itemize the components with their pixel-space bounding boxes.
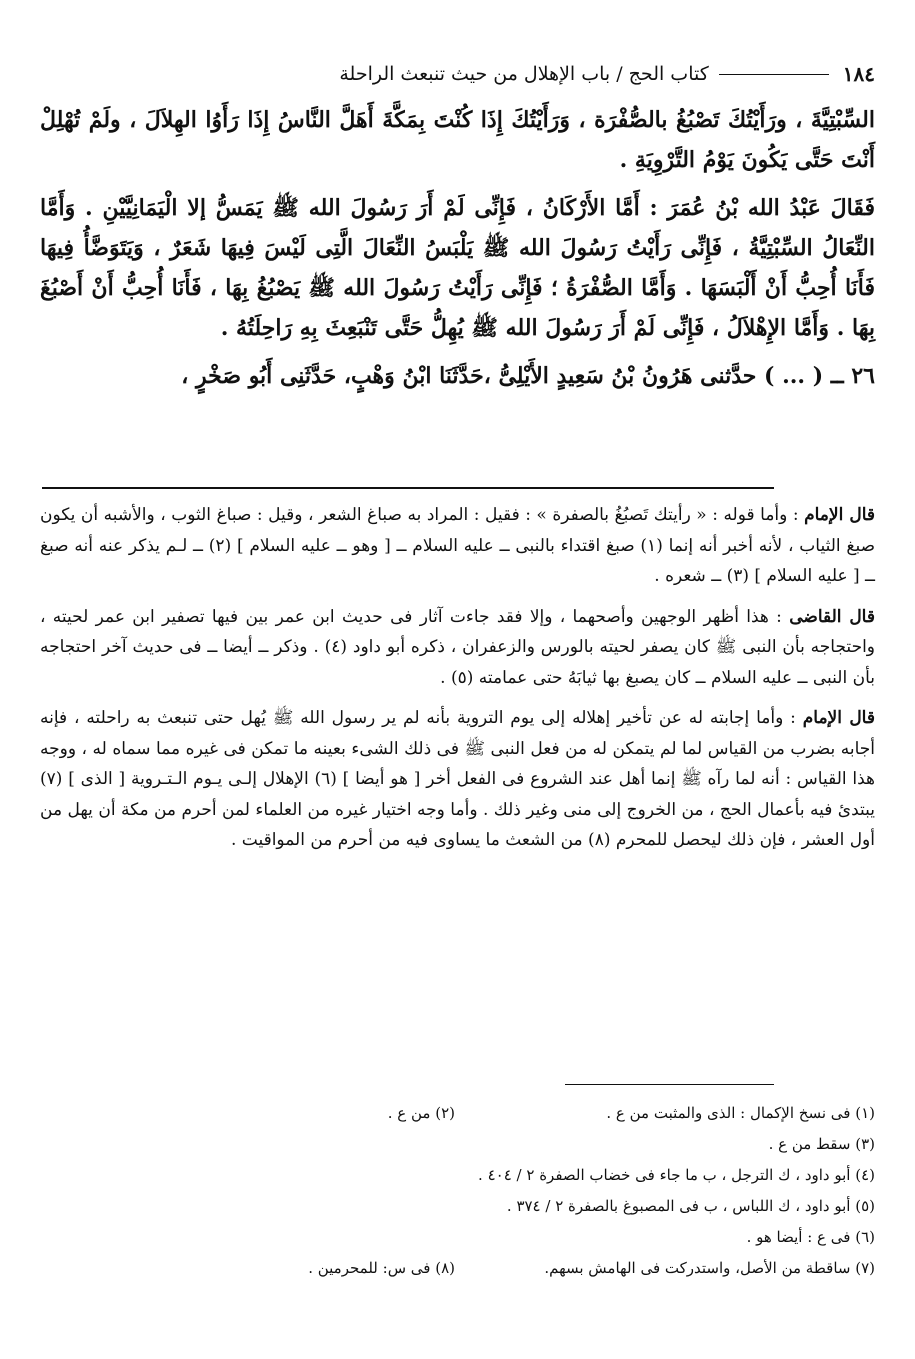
running-header (40, 58, 875, 90)
commentary-lead: قال القاضى (789, 606, 875, 627)
commentary-text: : هذا أظهر الوجهين وأصحهما ، وإلا فقد جاءت آثار فى حديث ابن عمر بين فيها تصفير ابن عمر لحيته ، واحتجاجه بأن النبى ﷺ كان يصفر لحيته بالورس والزعفران ، ذكره أبو داود (٤) . وذكر ــ أيضا ــ فى حديث آخر احتجاجه بأن النبى ــ عليه السلام ــ كان يصبغ بها ثيابَهُ حتى عمامته (٥) . (40, 606, 876, 688)
commentary-paragraph (40, 500, 875, 592)
commentary-lead: قال الإمام (802, 708, 875, 728)
footnote: (٤) أبو داود ، ك الترجل ، ب ما جاء فى خضاب الصفرة ٢ / ٤٠٤ . (478, 1166, 875, 1184)
running-title: كتاب الحج / باب الإهلال من حيث تنبعث الراحلة (339, 63, 709, 85)
hadith-paragraph: السِّبْتِيَّةَ ، ورَأَيْتُكَ تَصْبُغُ بالصُّفْرَة ، وَرَأَيْتُكَ إِذَا كُنْتَ بِمَكَّةَ أَهَلَّ النَّاسُ إِذَا رَأَوُا الهِلاَلَ ، ولَمْ تُهْلِلْ أَنْتَ حَتَّى يَكُونَ يَوْمُ التَّرْوِيَةِ . (40, 107, 875, 173)
hadith-text (40, 100, 875, 404)
commentary-text: : وأما قوله : « رأيتك تَصبُغُ بالصفرة » : فقيل : المراد به صباغ الشعر ، وقيل : صباغ الثوب ، والأشبه أن يكون صبغ الثياب ، لأنه أخبر أنه إنما (١) صبغ اقتداء بالنبى ــ عليه السلام ــ [ وهو ــ عليه السلام ] (٢) ــ لـم يذكر عنه أنه صبغ ــ [ عليه السلام ] (٣) ــ شعره . (40, 505, 876, 586)
commentary-paragraph (40, 602, 875, 694)
commentary-paragraph (40, 703, 875, 856)
text-divider (42, 487, 774, 489)
footnote-row (40, 1253, 875, 1284)
footnote-row (40, 1222, 875, 1253)
footnote-row (40, 1160, 875, 1191)
footnote: (١) فى نسخ الإكمال : الذى والمثبت من ع . (606, 1104, 875, 1122)
footnote: (٧) ساقطة من الأصل، واستدركت فى الهامش بسهم. (544, 1259, 875, 1277)
footnote-row (40, 1191, 875, 1222)
commentary (40, 500, 875, 866)
footnotes (40, 1098, 875, 1284)
footnote: (٨) فى س: للمحرمين . (308, 1259, 455, 1277)
commentary-lead: قال الإمام (804, 505, 875, 525)
footnote: (٦) فى ع : أيضا هو . (746, 1228, 875, 1246)
footnote: (٢) من ع . (387, 1104, 455, 1122)
hadith-paragraph: فَقَالَ عَبْدُ الله بْنُ عُمَرَ : أَمَّا الأَرْكَانُ ، فَإِنِّى لَمْ أَرَ رَسُولَ الله ﷺ يَمَسُّ إلا الْيَمَانِيَّيْنِ . وَأَمَّا النِّعَالُ السِّبْتِيَّةُ ، فَإِنِّى رَأَيْتُ رَسُولَ الله ﷺ يَلْبَسُ النِّعَالَ الَّتِى لَيْسَ فِيهَا شَعَرٌ ، وَيَتَوَضَّأُ فِيهَا فَأَنَا أُحِبُّ أَنْ أَلْبَسَهَا . وَأَمَّا الصُّفْرَةُ ؛ فَإِنِّى رَأَيْتُ رَسُولَ الله ﷺ يَصْبُغُ بِهَا ، فَأَنَا أُحِبُّ أَنْ أَصْبُغَ بِهَا . وَأَمَّا الإِهْلاَلُ ، فَإِنِّى لَمْ أَرَ رَسُولَ الله ﷺ يُهِلُّ حَتَّى تَنْبَعِثَ بِهِ رَاحِلَتُهُ . (40, 195, 875, 341)
footnote: (٣) سقط من ع . (768, 1135, 875, 1153)
page-number: ١٨٤ (842, 62, 875, 86)
commentary-text: : وأما إجابته له عن تأخير إهلاله إلى يوم التروية بأنه لم ير رسول الله ﷺ يُهل حتى تنبعث به راحلته ، فإنه أجابه بضرب من القياس لما لم يتمكن له من فعل النبى ﷺ فى ذلك الشىء بعينه ما تمكن فى غيره مما سماه له ، ووجه هذا القياس : أنه لما رآه ﷺ إنما أهل عند الشروع فى الفعل أخر [ هو أيضا ] (٦) الإهلال إلـى يـوم الـتـروية [ الذى ] (٧) يبتدئ فيه بأعمال الحج ، من الخروج إلى منى وغير ذلك . وأما وجه اختيار غيره من العلماء لمن أحرم من مكة أن يهل من أول العشر ، فإن ذلك ليحصل للمحرم (٨) من الشعث ما يساوى فيه من أحرم من المواقيت . (40, 708, 875, 850)
footnote-row (40, 1129, 875, 1160)
hadith-paragraph: ٢٦ ــ ( ... ) حدَّثنى هَرُونُ بْنُ سَعِيدٍ الأَيْلِىُّ ،حَدَّثَنَا ابْنُ وَهْبٍ، حَدَّثَنِى أَبُو صَخْرٍ ، (181, 363, 875, 389)
header-rule (719, 74, 829, 75)
footnote-row (40, 1098, 875, 1129)
footnote-divider (565, 1084, 774, 1085)
footnote: (٥) أبو داود ، ك اللباس ، ب فى المصبوغ بالصفرة ٢ / ٣٧٤ . (506, 1197, 875, 1215)
